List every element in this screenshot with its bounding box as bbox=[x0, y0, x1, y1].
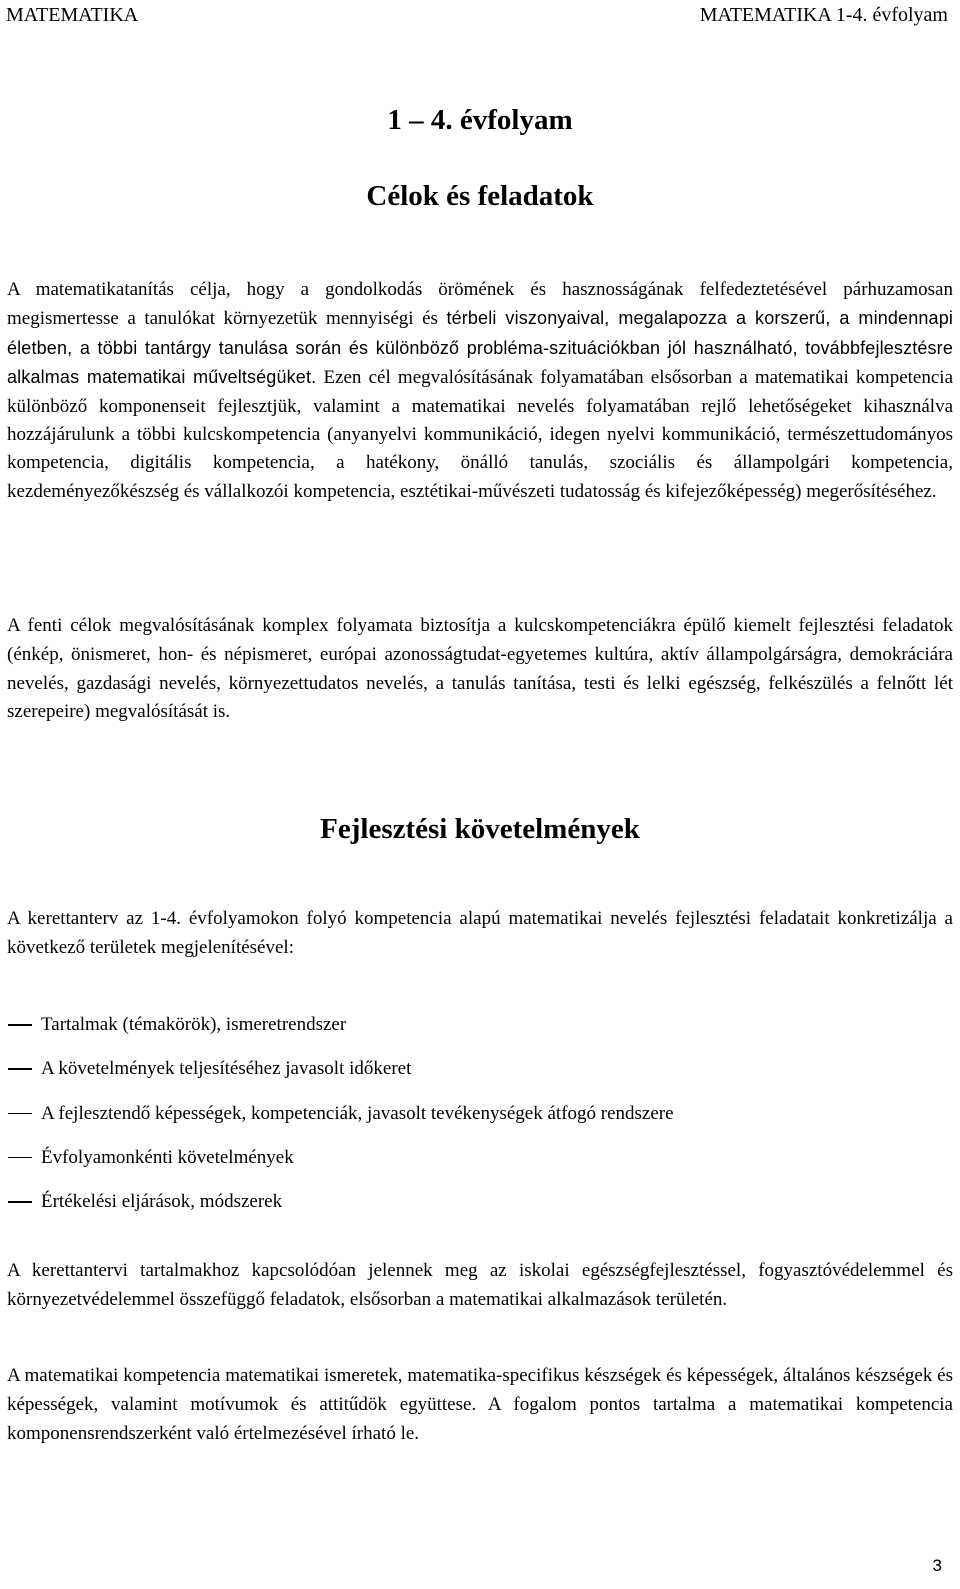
list-item-text: Tartalmak (témakörök), ismeretrendszer bbox=[41, 1014, 347, 1035]
paragraph-goals bbox=[7, 276, 953, 506]
list-item bbox=[0, 1100, 960, 1144]
paragraph-goals-part-b: Ezen cél megvalósításának folyamatában elsősorban a matematikai kompetencia különböző komponenseit fejlesztjük, valamint a matematikai nevelés folyamatában rejlő lehetőségeket kihasználva hozzájárulunk a többi kulcskompetencia (anyanyelvi kommunikáció, idegen nyelvi kommunikáció, természettudományos kompetencia, digitális kompetencia, a hatékony, önálló tanulás, szociális és állampolgári kompetencia, kezdeményezőkészség és vállalkozói kompetencia, esztétikai-művészeti tudatosság és kifejezőképesség) megerősítéséhez. bbox=[7, 367, 953, 502]
paragraph-math-competence: A matematikai kompetencia matematikai ismeretek, matematika-specifikus készségek és képességek, általános készségek és képességek, valamint motívumok és attitűdök együttese. A fogalom pontos tartalma a matematikai kompetencia komponensrendszerként való értelmezésével írható le. bbox=[7, 1365, 953, 1444]
requirements-list bbox=[0, 1011, 960, 1232]
list-item bbox=[0, 1188, 960, 1232]
paragraph-key-competences: A fenti célok megvalósításának komplex folyamata biztosítja a kulcskompetenciákra épülő kiemelt fejlesztési feladatok (énkép, önismeret, hon- és népismeret, európai azonosságtudat-egyetemes kultúra, aktív állampolgárságra, demokráciára nevelés, gazdasági nevelés, környezettudatos nevelés, a tanulás tanítása, testi és lelki egészség, felkészülés a felnőtt lét szerepeire) megvalósítását is. bbox=[7, 615, 953, 723]
dash-bullet-icon bbox=[8, 1201, 32, 1203]
page-number: 3 bbox=[932, 1556, 942, 1575]
section-heading-goals: Célok és feladatok bbox=[366, 180, 594, 212]
document-title: 1 – 4. évfolyam bbox=[387, 104, 573, 136]
list-item-text: Évfolyamonkénti követelmények bbox=[41, 1146, 294, 1168]
list-item-text: A követelmények teljesítéséhez javasolt időkeret bbox=[41, 1058, 412, 1080]
dash-bullet-icon bbox=[8, 1068, 32, 1070]
header-left: MATEMATIKA bbox=[6, 4, 139, 26]
list-item bbox=[0, 1055, 960, 1099]
list-item-text: A fejlesztendő képességek, kompetenciák, javasolt tevékenységek átfogó rendszere bbox=[41, 1102, 674, 1124]
paragraph-goals-part-a: A matematikatanítás célja, hogy a gondolkodás örömének és hasznosságának felfedeztetésével párhuzamosan megismertesse a tanulókat környezetük mennyiségi és bbox=[7, 279, 953, 330]
section-heading-requirements: Fejlesztési követelmények bbox=[320, 813, 640, 845]
list-item bbox=[0, 1144, 960, 1188]
running-header bbox=[0, 4, 960, 34]
list-item-text: Értékelési eljárások, módszerek bbox=[41, 1191, 283, 1213]
dash-bullet-icon bbox=[8, 1157, 32, 1159]
header-right: MATEMATIKA 1-4. évfolyam bbox=[699, 4, 948, 26]
dash-bullet-icon bbox=[8, 1113, 32, 1115]
dash-bullet-icon bbox=[8, 1024, 32, 1026]
paragraph-curriculum-intro: A kerettanterv az 1-4. évfolyamokon folyó kompetencia alapú matematikai nevelés fejlesztési feladatait konkretizálja a következő területek megjelenítésével: bbox=[7, 908, 953, 958]
paragraph-health-education: A kerettantervi tartalmakhoz kapcsolódóan jelennek meg az iskolai egészségfejlesztéssel, fogyasztóvédelemmel és környezetvédelemmel összefüggő feladatok, elsősorban a matematikai alkalmazások területén. bbox=[7, 1260, 953, 1310]
paragraph-goals-part-sans: térbeli viszonyaival, megalapozza a korszerű, a mindennapi életben, a többi tantárgy tanulása során és különböző probléma-szituációkban jól használható, továbbfejlesztésre alkalmas matematikai műveltségüket. bbox=[7, 308, 953, 388]
list-item bbox=[0, 1011, 960, 1055]
